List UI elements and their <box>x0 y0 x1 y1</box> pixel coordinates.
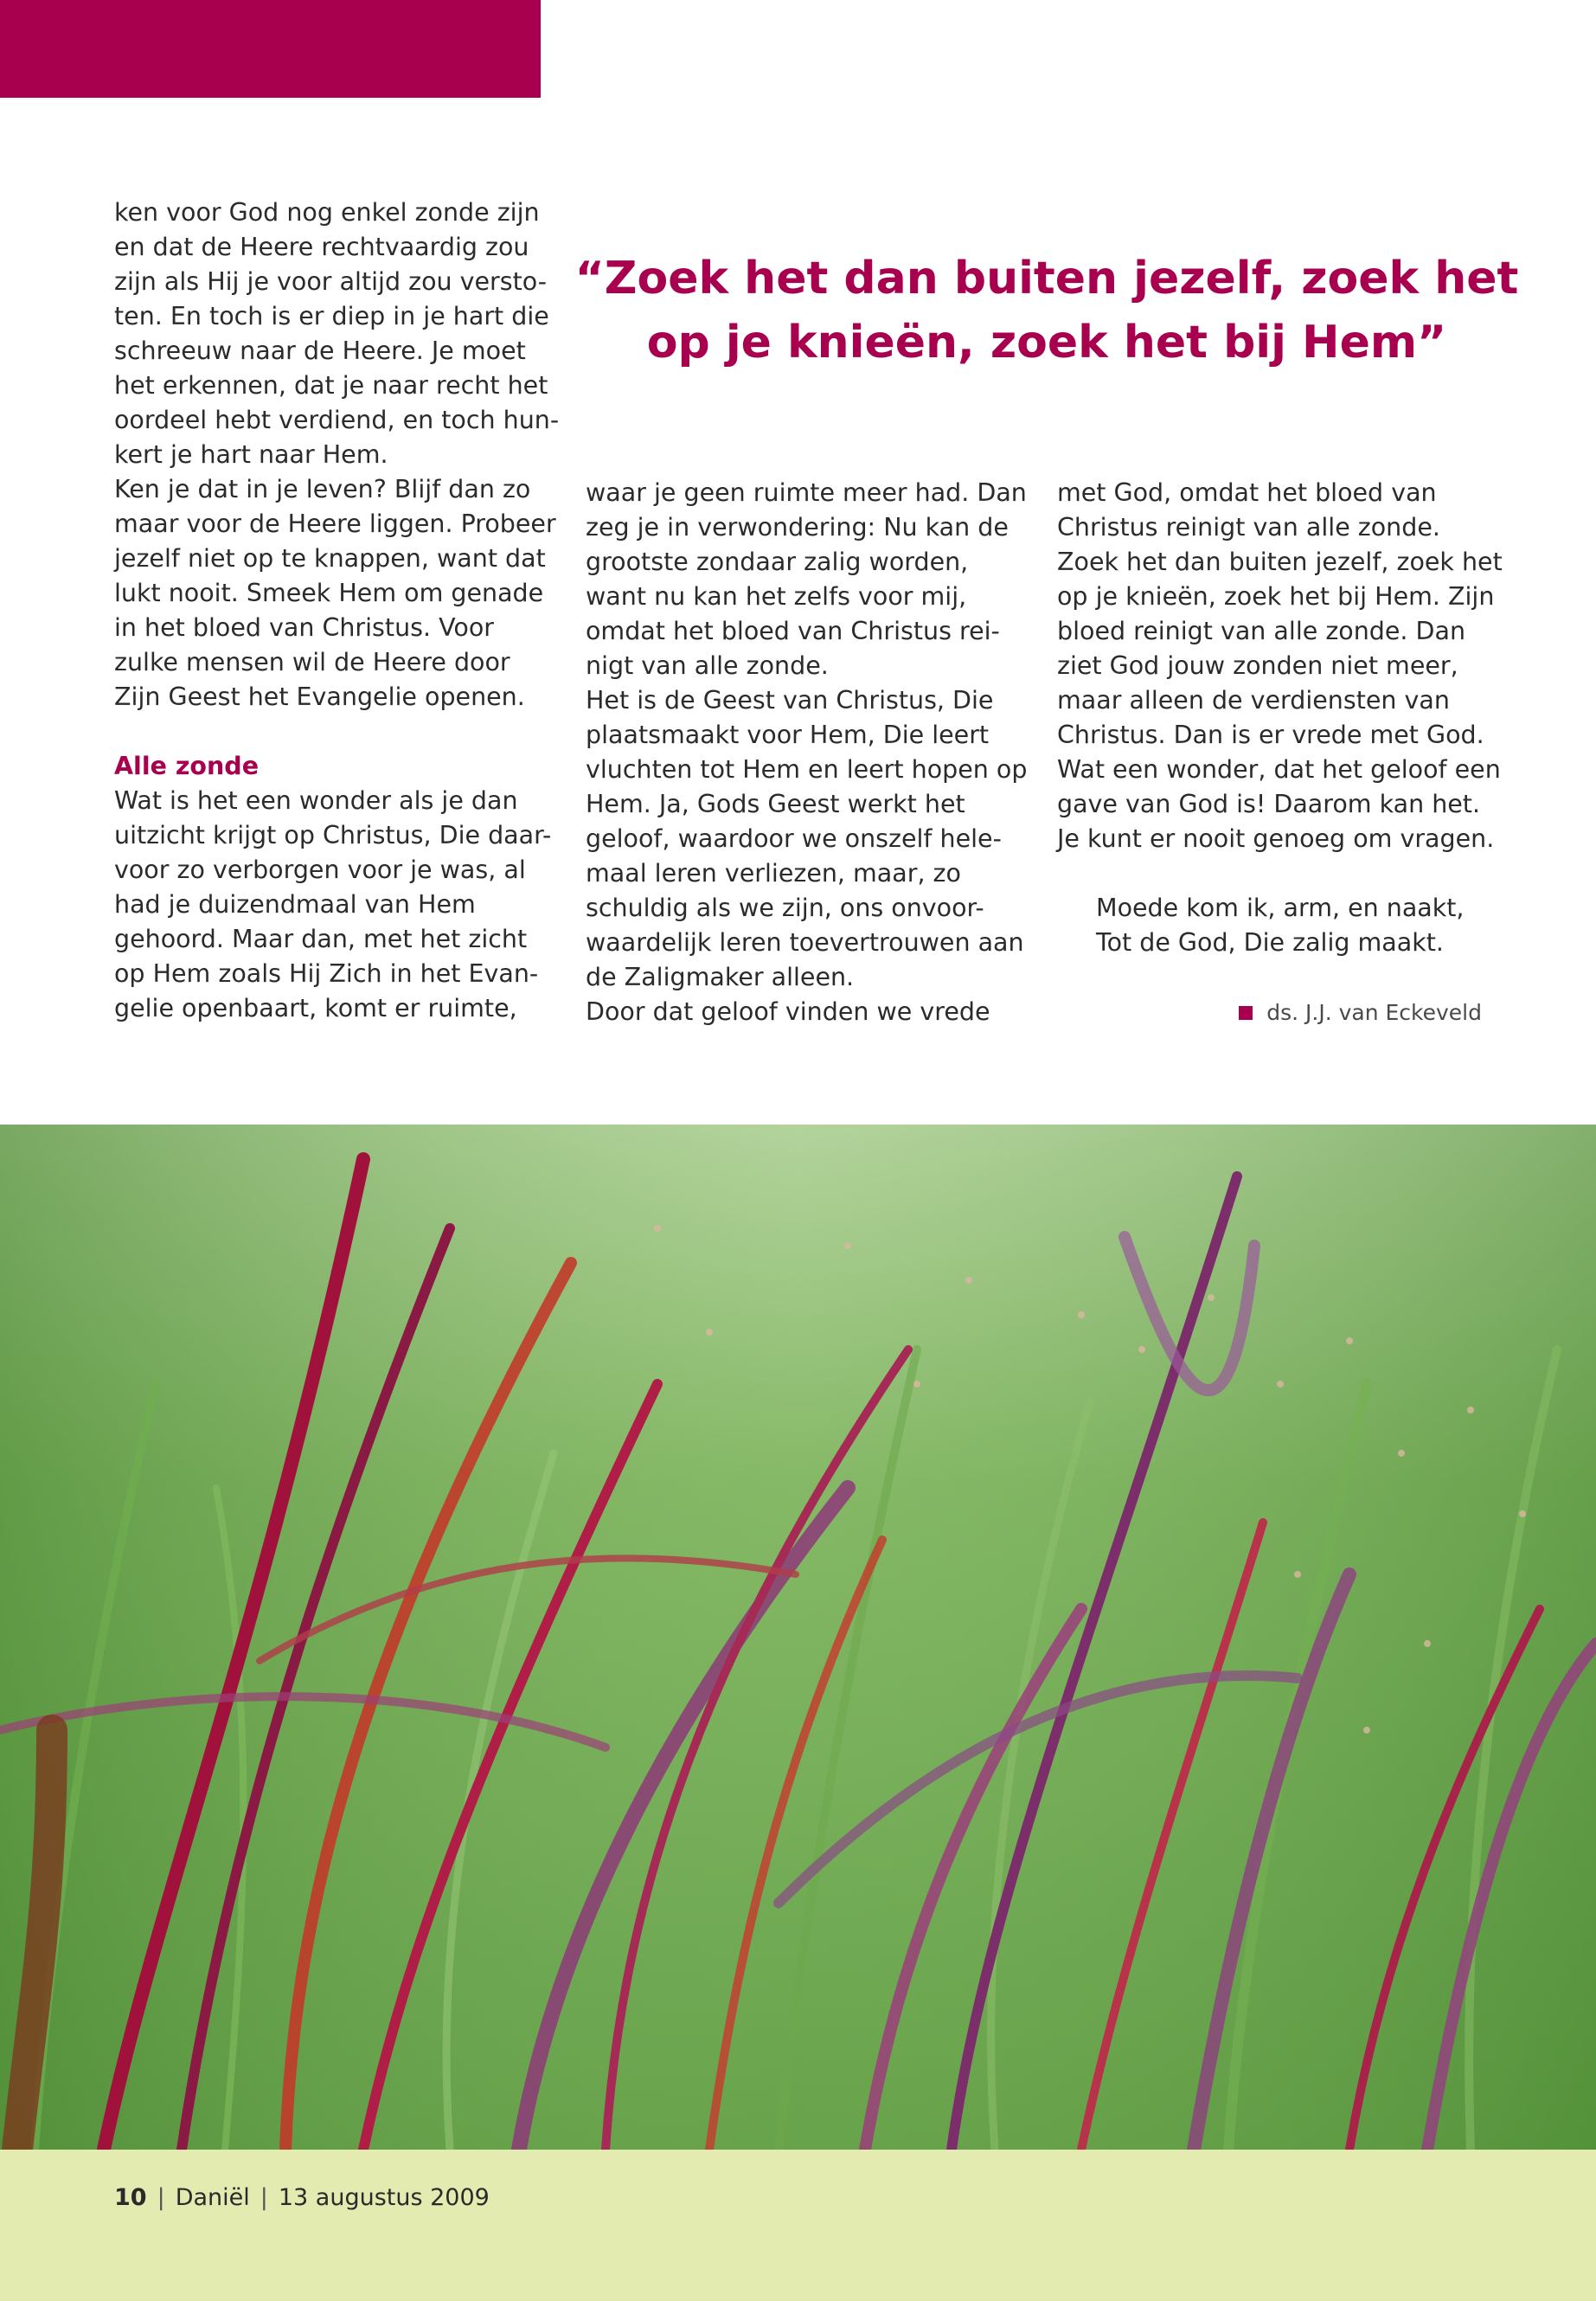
footer-band <box>0 2150 1596 2301</box>
author-credit <box>1239 1000 1482 1025</box>
author-name: ds. J.J. van Eckeveld <box>1266 1000 1482 1025</box>
text-line: lukt nooit. Smeek Hem om genade <box>114 579 544 607</box>
text-line: kert je hart naar Hem. <box>114 440 388 469</box>
text-line: plaatsmaakt voor Hem, Die leert <box>586 721 990 749</box>
text-line: Hem. Ja, Gods Geest werkt het <box>586 790 965 818</box>
text-line: maar voor de Heere liggen. Probeer <box>114 510 556 538</box>
text-line: Ken je dat in je leven? Blijf dan zo <box>114 475 531 503</box>
text-line: grootste zondaar zalig worden, <box>586 548 969 576</box>
text-line: jezelf niet op te knappen, want dat <box>114 544 546 573</box>
text-line: want nu kan het zelfs voor mij, <box>586 582 967 611</box>
text-line: Zijn Geest het Evangelie openen. <box>114 683 525 711</box>
text-line: Door dat geloof vinden we vrede <box>586 997 990 1026</box>
text-line: vluchten tot Hem en leert hopen op <box>586 755 1028 784</box>
article-column-3 <box>1057 476 1507 960</box>
article-column-1 <box>114 195 560 1026</box>
text-line: gelie openbaart, komt er ruimte, <box>114 994 517 1022</box>
text-line: voor zo verborgen voor je was, al <box>114 856 526 884</box>
text-line: Het is de Geest van Christus, Die <box>586 686 994 715</box>
text-line: gave van God is! Daarom kan het. <box>1057 790 1481 818</box>
text-line: bloed reinigt van alle zonde. Dan <box>1057 617 1466 645</box>
text-line: oordeel hebt verdiend, en toch hun- <box>114 406 560 434</box>
divider: | <box>260 2184 268 2211</box>
text-line: omdat het bloed van Christus rei- <box>586 617 1000 645</box>
text-line: schuldig als we zijn, ons onvoor- <box>586 894 984 922</box>
text-line: Zoek het dan buiten jezelf, zoek het <box>1057 548 1503 576</box>
text-line: zeg je in verwondering: Nu kan de <box>586 513 1009 542</box>
publication-name: Daniël <box>175 2184 250 2211</box>
text-line: het erkennen, dat je naar recht het <box>114 371 548 400</box>
text-line: gehoord. Maar dan, met het zicht <box>114 925 528 953</box>
text-line: Christus reinigt van alle zonde. <box>1057 513 1440 542</box>
text-line: op Hem zoals Hij Zich in het Evan- <box>114 959 539 988</box>
page-number: 10 <box>114 2184 147 2211</box>
text-line: Wat is het een wonder als je dan <box>114 786 518 815</box>
text-line: Christus. Dan is er vrede met God. <box>1057 721 1484 749</box>
text-line: en dat de Heere rechtvaardig zou <box>114 233 529 261</box>
poem <box>1057 891 1507 960</box>
text-line: zijn als Hij je voor altijd zou versto- <box>114 267 548 296</box>
text-line: ken voor God nog enkel zonde zijn <box>114 198 540 227</box>
text-line: in het bloed van Christus. Voor <box>114 613 494 642</box>
text-line: uitzicht krijgt op Christus, Die daar- <box>114 821 552 849</box>
divider: | <box>157 2184 165 2211</box>
text-line: geloof, waardoor we onszelf hele- <box>586 824 1002 853</box>
pull-quote-line: op je knieën, zoek het bij Hem” <box>646 317 1447 369</box>
text-line: maar alleen de verdiensten van <box>1057 686 1450 715</box>
text-line: op je knieën, zoek het bij Hem. Zijn <box>1057 582 1495 611</box>
poem-line: Moede kom ik, arm, en naakt, <box>1096 894 1465 922</box>
publication-date: 13 augustus 2009 <box>278 2184 490 2211</box>
text-line: nigt van alle zonde. <box>586 651 829 680</box>
text-line: zulke mensen wil de Heere door <box>114 648 510 676</box>
text-line: ten. En toch is er diep in je hart die <box>114 302 549 330</box>
poem-line: Tot de God, Die zalig maakt. <box>1096 928 1444 957</box>
text-line: ziet God jouw zonden niet meer, <box>1057 651 1458 680</box>
text-line: waardelijk leren toevertrouwen aan <box>586 928 1024 957</box>
square-bullet-icon <box>1239 1006 1253 1020</box>
text-line: Wat een wonder, dat het geloof een <box>1057 755 1501 784</box>
top-accent-bar <box>0 0 541 98</box>
text-line: met God, omdat het bloed van <box>1057 478 1437 507</box>
article-column-2 <box>586 476 1028 1029</box>
text-line: Je kunt er nooit genoeg om vragen. <box>1057 824 1495 853</box>
text-line: de Zaligmaker alleen. <box>586 963 855 991</box>
footer <box>114 2184 490 2211</box>
pull-quote <box>571 247 1522 375</box>
grass-photo <box>0 1125 1596 2150</box>
text-line: waar je geen ruimte meer had. Dan <box>586 478 1027 507</box>
subheading: Alle zonde <box>114 752 260 780</box>
text-line: had je duizendmaal van Hem <box>114 890 476 919</box>
text-line: schreeuw naar de Heere. Je moet <box>114 336 526 365</box>
text-line: maal leren verliezen, maar, zo <box>586 859 961 888</box>
pull-quote-line: “Zoek het dan buiten jezelf, zoek het <box>574 253 1519 304</box>
